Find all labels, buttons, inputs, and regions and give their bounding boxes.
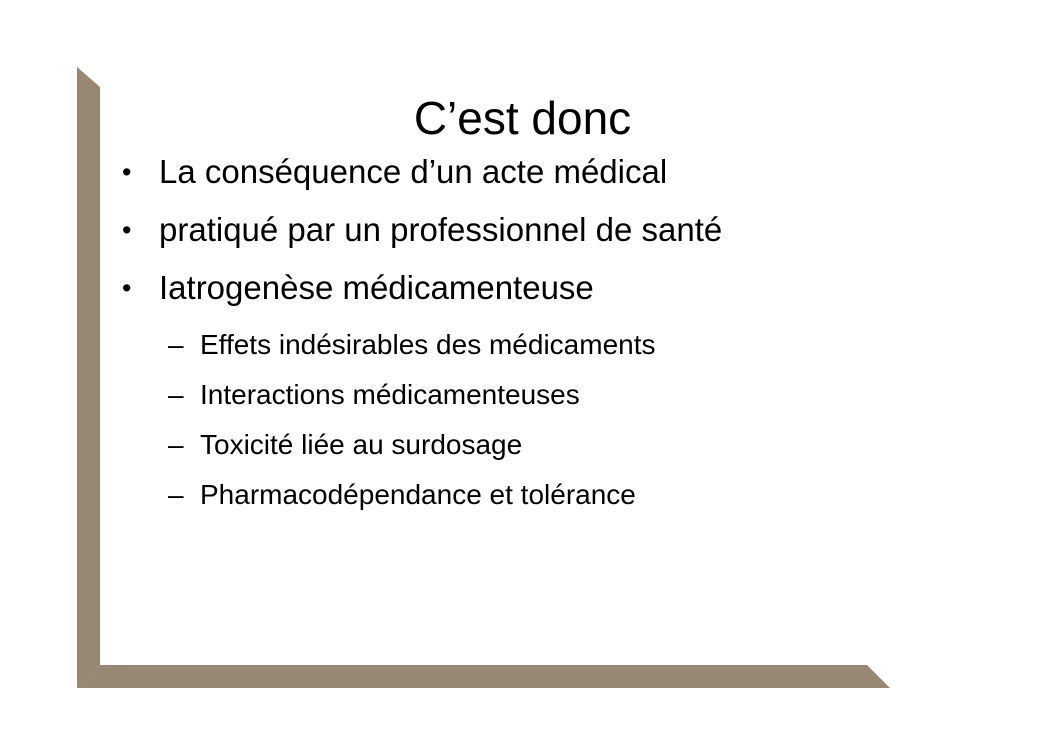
sub-bullet-label: Interactions médicamenteuses [200,379,580,410]
dash-icon: – [168,479,184,510]
bullet-icon: • [122,215,132,245]
sub-bullet-label: Effets indésirables des médicaments [200,329,656,360]
bullet-item-consequence [122,152,722,192]
bullet-item-professionnel [122,210,722,250]
sub-bullet-toxicite [168,428,656,462]
bullet-list [122,152,722,326]
sub-bullet-interactions [168,378,656,412]
bullet-icon: • [122,157,132,187]
slide-content [100,80,960,660]
sub-bullet-label: Toxicité liée au surdosage [200,429,523,460]
bullet-label: Iatrogenèse médicamenteuse [159,269,594,306]
frame-left-bar [77,67,100,688]
bullet-icon: • [122,273,132,303]
sub-bullet-label: Pharmacodépendance et tolérance [200,479,636,510]
bullet-label: La conséquence d’un acte médical [159,153,668,190]
dash-icon: – [168,329,184,360]
bullet-item-iatrogenese [122,268,722,308]
sub-bullet-effets [168,328,656,362]
sub-bullet-list [168,328,656,528]
sub-bullet-pharmacodependance [168,478,656,512]
dash-icon: – [168,429,184,460]
bullet-label: pratiqué par un professionnel de santé [159,211,723,248]
dash-icon: – [168,379,184,410]
slide-title: C’est donc [413,92,632,144]
frame-bottom-bar [77,665,890,688]
